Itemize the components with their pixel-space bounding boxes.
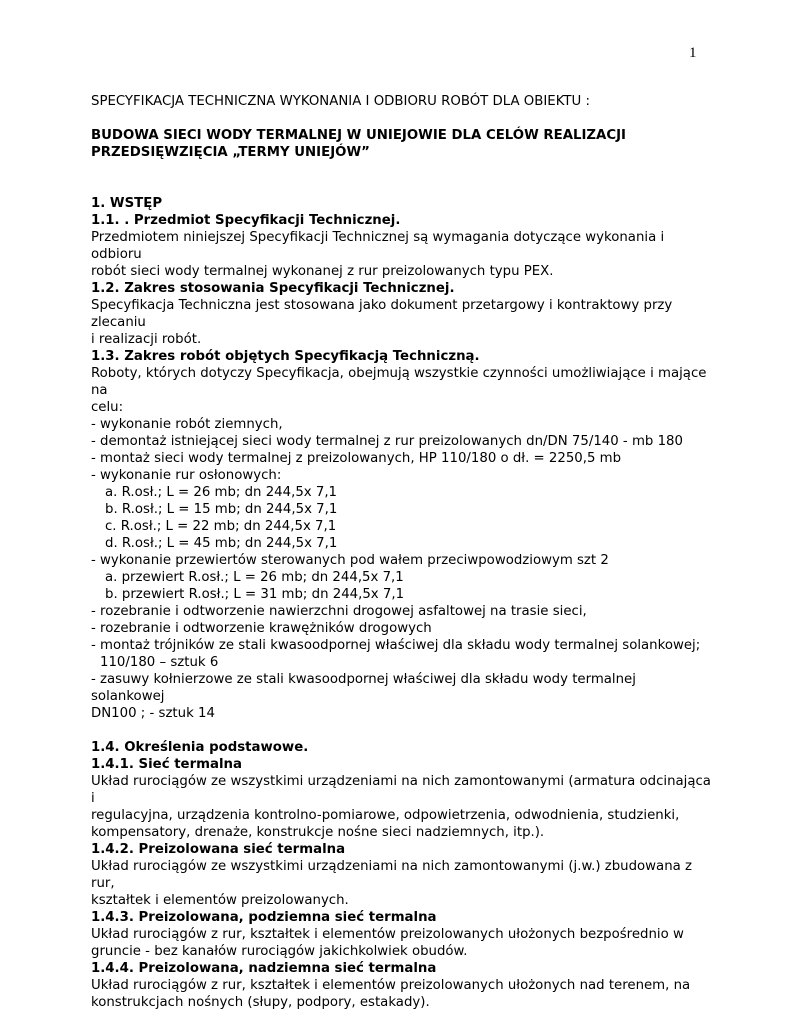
document-heading: SPECYFIKACJA TECHNICZNA WYKONANIA I ODBIORU ROBÓT DLA OBIEKTU :	[91, 94, 590, 109]
list-item: - rozebranie i odtworzenie nawierzchni drogowej asfaltowej na trasie sieci,	[91, 604, 587, 619]
section-title-1-2: 1.2. Zakres stosowania Specyfikacji Technicznej.	[91, 281, 455, 296]
list-item: - montaż trójników ze stali kwasoodpornej właściwej dla składu wody termalnej solankowej;	[91, 638, 701, 653]
section-title-1-1: 1.1. . Przedmiot Specyfikacji Technicznej.	[91, 213, 401, 228]
list-item-detail: 110/180 – sztuk 6	[100, 655, 219, 670]
subsection-title: 1.4.1. Sieć termalna	[91, 757, 242, 772]
paragraph-line: kształtek i elementów preizolowanych.	[91, 893, 349, 908]
sub-list-item: b. R.osł.; L = 15 mb; dn 244,5x 7,1	[105, 502, 338, 517]
section-title-1: 1. WSTĘP	[91, 196, 163, 211]
sub-list-item: b. przewiert R.osł.; L = 31 mb; dn 244,5x 7,1	[105, 587, 405, 602]
paragraph-line: Układ rurociągów z rur, kształtek i elementów preizolowanych ułożonych nad terenem, na	[91, 978, 691, 993]
paragraph-line: Układ rurociągów ze wszystkimi urządzeniami na nich zamontowanymi (armatura odcinająca i	[91, 774, 711, 806]
sub-list-item: a. przewiert R.osł.; L = 26 mb; dn 244,5x 7,1	[105, 570, 404, 585]
paragraph-line: Przedmiotem niniejszej Specyfikacji Technicznej są wymagania dotyczące wykonania i odbioru	[91, 230, 665, 262]
paragraph-line: Roboty, których dotyczy Specyfikacja, obejmują wszystkie czynności umożliwiające i mające na	[91, 366, 707, 398]
list-item: - wykonanie rur osłonowych:	[91, 468, 282, 483]
list-item: - wykonanie robót ziemnych,	[91, 417, 283, 432]
paragraph-line: Specyfikacja Techniczna jest stosowana jako dokument przetargowy i kontraktowy przy zlecaniu	[91, 298, 673, 330]
sub-list-item: d. R.osł.; L = 45 mb; dn 244,5x 7,1	[105, 536, 338, 551]
list-item: - demontaż istniejącej sieci wody termalnej z rur preizolowanych dn/DN 75/140 - mb 180	[91, 434, 683, 449]
list-item: - zasuwy kołnierzowe ze stali kwasoodpornej właściwej dla składu wody termalnej solankowej	[91, 672, 636, 704]
paragraph-line: konstrukcjach nośnych (słupy, podpory, estakady).	[91, 995, 430, 1010]
paragraph-line: kompensatory, drenaże, konstrukcje nośne sieci nadziemnych, itp.).	[91, 825, 545, 840]
section-title-1-4: 1.4. Określenia podstawowe.	[91, 740, 309, 755]
paragraph-line: regulacyjna, urządzenia kontrolno-pomiarowe, odpowietrzenia, odwodnienia, studzienki,	[91, 808, 680, 823]
document-body	[91, 93, 711, 1011]
list-item: - montaż sieci wody termalnej z preizolowanych, HP 110/180 o dł. = 2250,5 mb	[91, 451, 622, 466]
subsection-title: 1.4.3. Preizolowana, podziemna sieć termalna	[91, 910, 437, 925]
subsection-title: 1.4.4. Preizolowana, nadziemna sieć termalna	[91, 961, 437, 976]
sub-list-item: c. R.osł.; L = 22 mb; dn 244,5x 7,1	[105, 519, 337, 534]
paragraph-line: gruncie - bez kanałów rurociągów jakichkolwiek obudów.	[91, 944, 468, 959]
sub-list-item: a. R.osł.; L = 26 mb; dn 244,5x 7,1	[105, 485, 338, 500]
paragraph-line: Układ rurociągów ze wszystkimi urządzeniami na nich zamontowanymi (j.w.) zbudowana z rur,	[91, 859, 692, 891]
document-title-line: BUDOWA SIECI WODY TERMALNEJ W UNIEJOWIE DLA CELÓW REALIZACJI	[91, 128, 626, 143]
page-number: 1	[689, 45, 697, 61]
list-item: DN100 ; - sztuk 14	[91, 706, 215, 721]
section-title-1-3: 1.3. Zakres robót objętych Specyfikacją Techniczną.	[91, 349, 480, 364]
subsection-title: 1.4.2. Preizolowana sieć termalna	[91, 842, 346, 857]
list-item: - rozebranie i odtworzenie krawężników drogowych	[91, 621, 432, 636]
paragraph-line: robót sieci wody termalnej wykonanej z rur preizolowanych typu PEX.	[91, 264, 554, 279]
list-item: - wykonanie przewiertów sterowanych pod wałem przeciwpowodziowym szt 2	[91, 553, 609, 568]
paragraph-line: celu:	[91, 400, 124, 415]
document-title-line: PRZEDSIĘWZIĘCIA „TERMY UNIEJÓW”	[91, 145, 370, 160]
paragraph-line: Układ rurociągów z rur, kształtek i elementów preizolowanych ułożonych bezpośrednio w	[91, 927, 684, 942]
paragraph-line: i realizacji robót.	[91, 332, 202, 347]
